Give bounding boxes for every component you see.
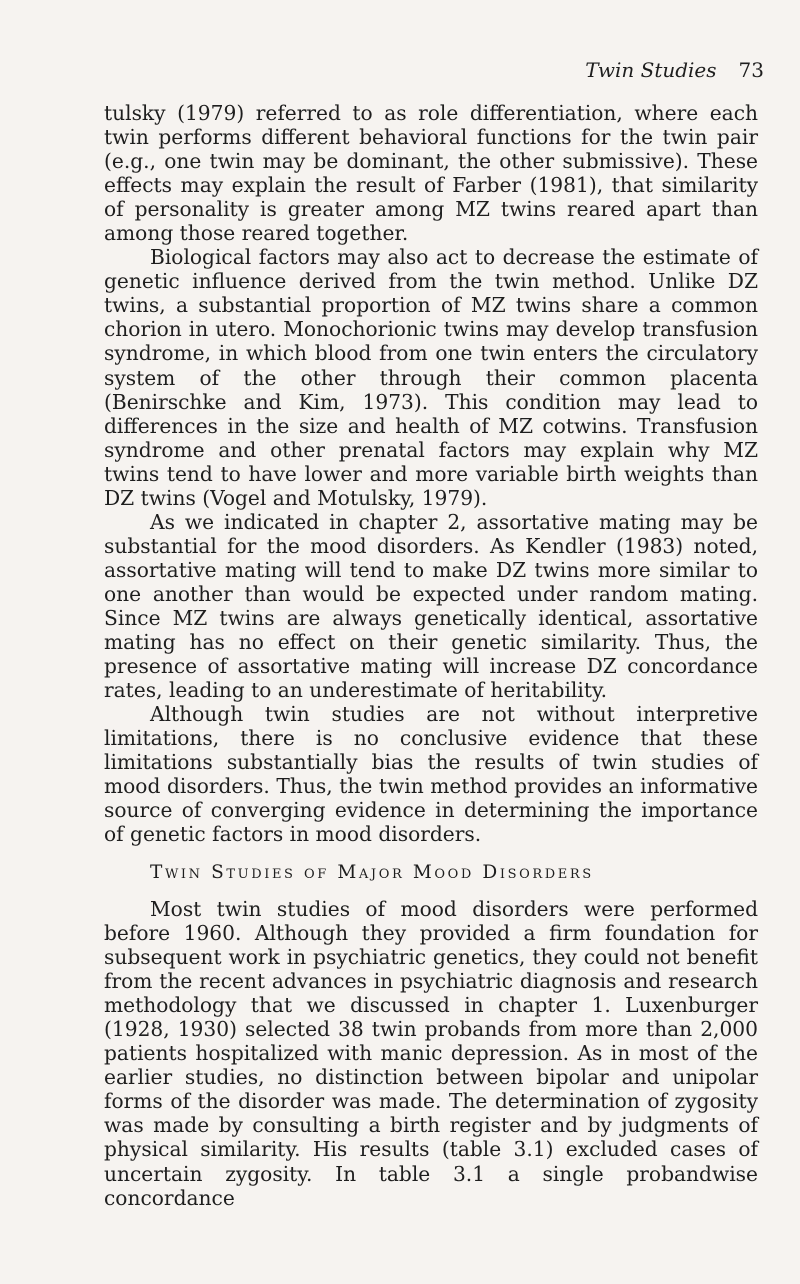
page-number: 73 <box>738 58 764 82</box>
paragraph: Biological factors may also act to decrease the estimate of genetic influence derived from the twin method. Unlike DZ twins, a substantial proportion of MZ twins share a common chorion in utero. Monochorionic twins may develop transfusion syndrome, in which blood from one twin enters the circulatory system of the other through their common placenta (Benirschke and Kim, 1973). This condition may lead to differences in the size and health of MZ cotwins. Transfusion syndrome and other prenatal factors may explain why MZ twins tend to have lower and more variable birth weights than DZ twins (Vogel and Motulsky, 1979). <box>104 245 758 510</box>
section-heading: Twin Studies of Major Mood Disorders <box>150 862 594 883</box>
running-head <box>104 56 764 84</box>
body-text-bottom <box>104 897 758 1210</box>
paragraph: As we indicated in chapter 2, assortative mating may be substantial for the mood disorders. As Kendler (1983) noted, assortative mating will tend to make DZ twins more similar to one another than would be expected under random mating. Since MZ twins are always genetically identical, assortative mating has no effect on their genetic similarity. Thus, the presence of assortative mating will increase DZ concordance rates, leading to an underestimate of heritability. <box>104 509 758 703</box>
paragraph: Although twin studies are not without interpretive limitations, there is no conclusive evidence that these limitations substantially bias the results of twin studies of mood disorders. Thus, the twin method provides an informative source of converging evidence in determining the importance of genetic factors in mood disorders. <box>104 702 758 847</box>
paragraph: tulsky (1979) referred to as role differentiation, where each twin performs different behavioral functions for the twin pair (e.g., one twin may be dominant, the other submissive). These effects may explain the result of Farber (1981), that similarity of personality is greater among MZ twins reared apart than among those reared together. <box>104 101 758 246</box>
running-head-title: Twin Studies <box>585 58 717 82</box>
paragraph: Most twin studies of mood disorders were performed before 1960. Although they provided a firm foundation for subsequent work in psychiatric genetics, they could not benefit from the recent advances in psychiatric diagnosis and research methodology that we discussed in chapter 1. Luxenburger (1928, 1930) selected 38 twin probands from more than 2,000 patients hospitalized with manic depression. As in most of the earlier studies, no distinction between bipolar and unipolar forms of the disorder was made. The determination of zygosity was made by consulting a birth register and by judgments of physical similarity. His results (table 3.1) excluded cases of uncertain zygosity. In table 3.1 a single probandwise concordance <box>104 897 758 1210</box>
body-text-top <box>104 101 758 846</box>
